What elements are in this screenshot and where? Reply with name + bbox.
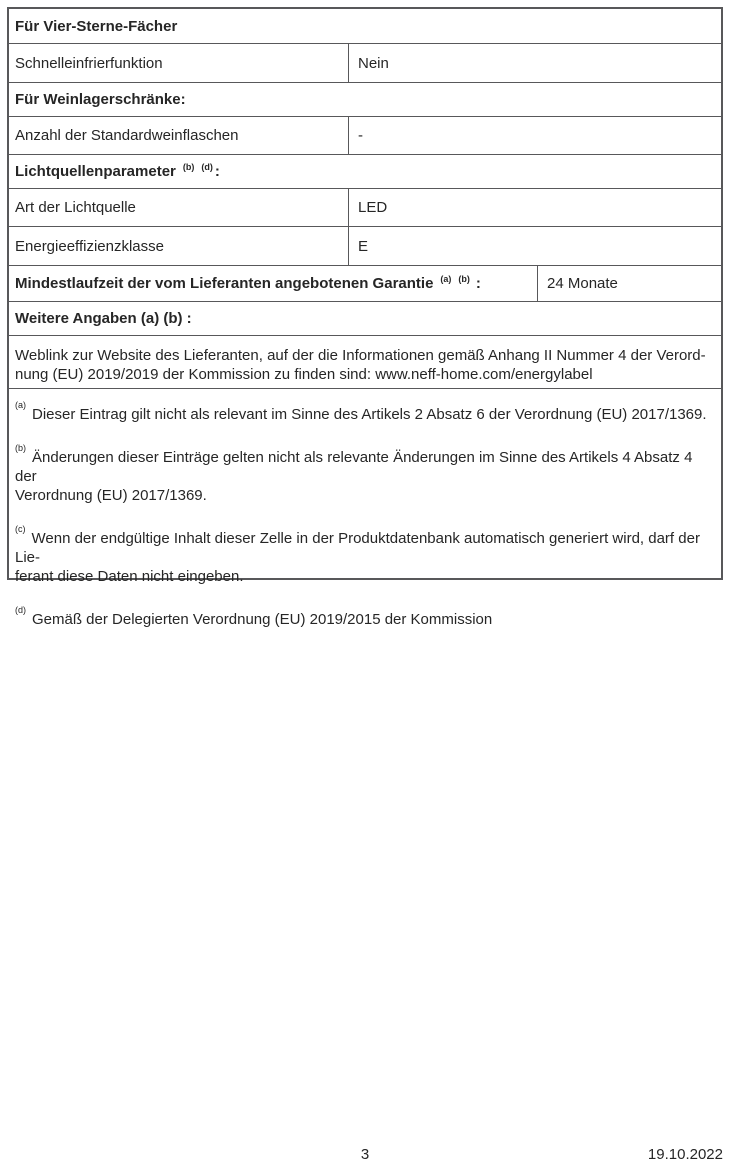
footnote-line: $^{(b)}$Änderungen dieser Einträge gelten nicht als relevante Änderungen im Sinne des Artikels 4 Absatz 4 der	[15, 443, 693, 485]
row-value: E	[358, 237, 369, 255]
footnote-ref-b: (b)	[458, 273, 470, 284]
footnote-line: $^{(d)}$Gemäß der Delegierten Verordnung (EU) 2019/2015 der Kommission	[15, 605, 493, 628]
footnotes-cell	[9, 388, 721, 628]
row-label: Art der Lichtquelle	[15, 199, 136, 216]
footnote-ref-d: (d)	[201, 161, 213, 172]
footnote-a	[15, 401, 715, 424]
footnote-ref-a: (a)	[440, 273, 452, 284]
table-row-warranty	[9, 265, 721, 301]
row-label-cell	[9, 189, 349, 226]
weblink-text-prefix: nung (EU) 2019/2019 der Kommission zu finden sind:	[15, 366, 376, 383]
section-title: Lichtquellenparameter	[15, 163, 176, 180]
row-value-cell	[538, 266, 721, 301]
energylabel-url: www.neff-home.com/energylabel	[375, 366, 593, 383]
row-value-cell	[349, 117, 721, 154]
row-value-cell	[349, 189, 721, 226]
weblink-text-line: Weblink zur Website des Lieferanten, auf der die Informationen gemäß Anhang II Nummer 4 der Verord-	[15, 347, 706, 364]
product-data-table	[7, 7, 723, 628]
footnote-ref-b: (b)	[182, 161, 195, 172]
row-label: Anzahl der Standardweinflaschen	[15, 127, 239, 144]
footnote-line: $^{(a)}$Dieser Eintrag gilt nicht als relevant im Sinne des Artikels 2 Absatz 6 der Verordnung (EU) 2017/1369.	[15, 400, 707, 423]
section-header-light-source-parameters	[9, 154, 721, 188]
row-value-cell	[349, 227, 721, 265]
footnote-d	[15, 606, 715, 629]
footnote-marker-a: (a)	[15, 400, 26, 410]
footnote-b	[15, 444, 715, 505]
row-label: Mindestlaufzeit der vom Lieferanten angebotenen Garantie	[15, 275, 434, 292]
row-value: LED	[358, 199, 388, 216]
row-label: Schnelleinfrierfunktion	[15, 54, 163, 72]
row-label-cell	[9, 227, 349, 265]
footnote-line: $^{(c)}$Wenn der endgültige Inhalt dieser Zelle in der Produktdatenbank automatisch generiert wird, darf der Lie-	[15, 524, 700, 566]
footnote-c	[15, 525, 715, 586]
section-header-four-star-compartments	[9, 9, 721, 43]
weblink-text-line	[15, 365, 715, 384]
section-title: Weitere Angaben (a) (b) :	[15, 310, 192, 327]
row-value: -	[358, 127, 363, 144]
row-value: 24 Monate	[547, 275, 618, 292]
page-number: 3	[360, 1146, 370, 1163]
supplier-weblink-cell	[9, 335, 721, 388]
row-value: Nein	[358, 54, 389, 72]
table-row	[9, 226, 721, 265]
section-title: Für Vier-Sterne-Fächer	[15, 17, 178, 35]
section-title: Für Weinlagerschränke:	[15, 91, 186, 108]
footnote-line: Verordnung (EU) 2017/1369.	[15, 487, 207, 504]
row-label: Energieeffizienzklasse	[15, 237, 164, 255]
row-label-colon: :	[475, 275, 481, 292]
footnote-marker-c: (c)	[15, 524, 26, 534]
row-label-cell	[9, 266, 538, 301]
table-row	[9, 116, 721, 154]
row-label-cell	[9, 117, 349, 154]
footnote-marker-d: (d)	[15, 605, 26, 615]
table-row	[9, 188, 721, 226]
section-header-wine-storage	[9, 82, 721, 116]
document-date: 19.10.2022	[647, 1146, 723, 1163]
row-value-cell	[349, 44, 721, 82]
table-row	[9, 43, 721, 82]
footnote-marker-b: (b)	[15, 443, 26, 453]
footnote-line: ferant diese Daten nicht eingeben.	[15, 568, 244, 585]
row-label-cell	[9, 44, 349, 82]
section-title-colon: :	[214, 163, 220, 180]
section-header-further-details	[9, 301, 721, 335]
